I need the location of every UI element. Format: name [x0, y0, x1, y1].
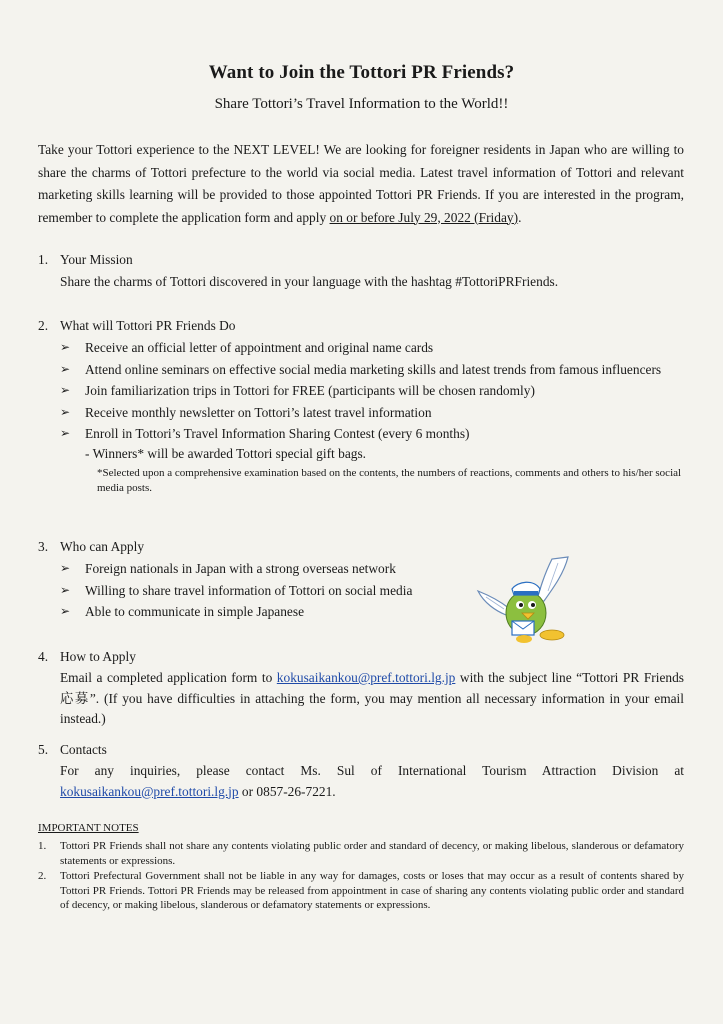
arrow-bullet-icon: ➢ — [60, 361, 71, 376]
section-contacts — [38, 740, 684, 802]
page-subtitle: Share Tottori’s Travel Information to the World!! — [214, 96, 509, 112]
tottori-bird-mascot-icon — [474, 555, 574, 647]
arrow-bullet-icon: ➢ — [60, 383, 71, 397]
list-item: ➢ Attend online seminars on effective social media marketing skills and latest trends from famous influencers — [60, 359, 684, 381]
section-heading: What will Tottori PR Friends Do — [60, 318, 236, 333]
arrow-bullet-icon: ➢ — [60, 340, 71, 354]
section-number: 1. — [38, 252, 49, 267]
note-item: 1. Tottori PR Friends shall not share any contents violating public order and standard of decency, or making libelous, slanderous or defamatory statements or expressions. — [38, 840, 684, 867]
arrow-bullet-icon: ➢ — [60, 582, 71, 597]
important-notes-heading: IMPORTANT NOTES — [38, 822, 139, 834]
list-item: ➢ Receive an official letter of appointment and original name cards — [60, 337, 684, 359]
arrow-bullet-icon: ➢ — [60, 426, 71, 440]
section-mission — [38, 250, 684, 293]
section-apply — [38, 647, 684, 730]
intro-text: Take your Tottori experience to the NEXT LEVEL! We are looking for foreigner residents in Japan who are willing to share the charms of Tottori prefecture to the world via social media. Latest travel information of Tottori and relevant marketing skills learning will be provided to those appointed Tottori PR Friends. If you are interested in the program, remember to complete the application form and apply — [38, 142, 684, 225]
important-notes — [38, 820, 684, 913]
apply-email-link[interactable]: kokusaikankou@pref.tottori.lg.jp — [276, 670, 456, 685]
contact-email-link[interactable]: kokusaikankou@pref.tottori.lg.jp — [60, 783, 239, 799]
list-item: ➢ Receive monthly newsletter on Tottori’s latest travel information — [60, 402, 684, 424]
page-title: Want to Join the Tottori PR Friends? — [208, 62, 515, 83]
section-heading: How to Apply — [60, 649, 136, 664]
section-heading: Who can Apply — [60, 539, 145, 554]
list-item: ➢ Foreign nationals in Japan with a strong overseas network — [60, 558, 460, 580]
section-heading: Contacts — [60, 742, 107, 757]
eligibility-list — [60, 558, 460, 623]
arrow-bullet-icon: ➢ — [60, 604, 71, 618]
activities-list — [60, 337, 684, 496]
section-number: 2. — [38, 318, 49, 333]
intro-paragraph — [38, 139, 684, 229]
contacts-text: For any inquiries, please contact Ms. Sul of International Tourism Attraction Division at kokusaikankou@pref.tottori.lg.jp or 0857-26-7221. — [60, 763, 684, 799]
arrow-bullet-icon: ➢ — [60, 404, 71, 419]
list-item: ➢ Willing to share travel information of Tottori on social media — [60, 580, 460, 602]
selection-footnote: *Selected upon a comprehensive examination based on the contents, the numbers of reactions, comments and others to his/her social media posts. — [97, 466, 682, 494]
section-number: 5. — [38, 742, 49, 757]
intro-end: . — [518, 209, 522, 225]
winners-note: - Winners* will be awarded Tottori special gift bags. — [85, 445, 367, 461]
mission-text: Share the charms of Tottori discovered in your language with the hashtag #TottoriPRFriends. — [60, 274, 559, 289]
section-number: 3. — [38, 539, 49, 554]
list-item: ➢ Enroll in Tottori’s Travel Information Sharing Contest (every 6 months) — [60, 423, 684, 445]
section-number: 4. — [38, 649, 49, 664]
list-item: ➢ Join familiarization trips in Tottori for FREE (participants will be chosen randomly) — [60, 380, 684, 402]
apply-text: Email a completed application form to kokusaikankou@pref.tottori.lg.jp with the subject line “Tottori PR Friends 応募”. (If you have difficulties in attaching the form, you may mention all necessary information in your email instead.) — [60, 670, 684, 726]
section-eligibility — [38, 537, 684, 623]
section-activities — [38, 316, 684, 496]
arrow-bullet-icon: ➢ — [60, 561, 71, 575]
section-heading: Your Mission — [60, 252, 133, 267]
deadline-text: on or before July 29, 2022 (Friday) — [329, 209, 519, 225]
note-item: 2. Tottori Prefectural Government shall not be liable in any way for damages, costs or loses that may occur as a result of contents shared by Tottori PR Friends. Tottori PR Friends may be released from appointment in case of sharing any contents violating public order and standard of decency, or making libelous, slanderous or defamatory statements or expressions. — [38, 870, 684, 911]
list-item: ➢ Able to communicate in simple Japanese — [60, 601, 460, 623]
